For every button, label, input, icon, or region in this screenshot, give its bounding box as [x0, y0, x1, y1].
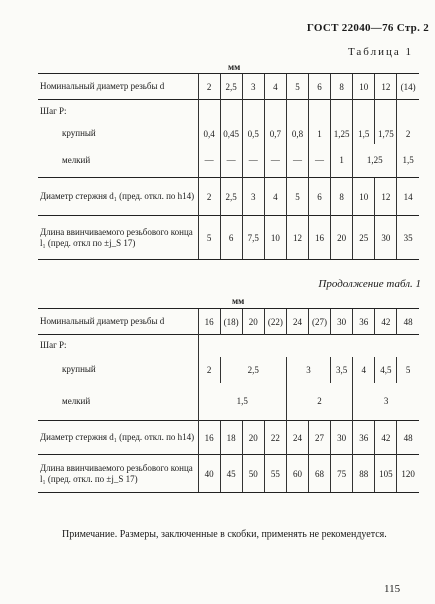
table-row	[38, 100, 419, 124]
coarse-pitch-cell: 2	[198, 357, 220, 383]
diameter-cell: 8	[331, 74, 353, 100]
table1-unit: мм	[228, 62, 241, 72]
row-label-pitch: Шаг P:	[38, 335, 198, 357]
coarse-pitch-cell: 3	[286, 357, 330, 383]
diameter-cell: 10	[353, 74, 375, 100]
shank-cell: 42	[375, 421, 397, 455]
table2-unit: мм	[232, 296, 245, 306]
fine-pitch-cell: —	[198, 144, 220, 178]
shank-cell: 5	[286, 178, 308, 216]
diameter-cell: (18)	[220, 309, 242, 335]
row-label-shank: Диаметр стержня d₁ (пред. откл. по h14)	[38, 178, 198, 216]
table-row	[38, 455, 419, 493]
diameter-cell: 24	[286, 309, 308, 335]
diameter-cell: 36	[353, 309, 375, 335]
shank-cell: 2	[198, 178, 220, 216]
empty-cell	[353, 100, 375, 124]
table-row	[38, 74, 419, 100]
table-row	[38, 421, 419, 455]
empty-cell	[220, 100, 242, 124]
row-label-nominal: Номинальный диаметр резьбы d	[38, 309, 198, 335]
length-cell: 55	[264, 455, 286, 493]
fine-pitch-cell: —	[286, 144, 308, 178]
length-cell: 12	[286, 216, 308, 260]
diameter-cell: 12	[375, 74, 397, 100]
continuation-title: Продолжение табл. 1	[318, 278, 421, 290]
diameter-cell: 48	[397, 309, 419, 335]
coarse-pitch-cell: 3,5	[331, 357, 353, 383]
diameter-cell: 6	[308, 74, 330, 100]
length-cell: 30	[375, 216, 397, 260]
shank-cell: 2,5	[220, 178, 242, 216]
length-cell: 35	[397, 216, 419, 260]
length-cell: 6	[220, 216, 242, 260]
fine-pitch-cell: —	[220, 144, 242, 178]
length-cell: 25	[353, 216, 375, 260]
table-1	[38, 73, 419, 260]
table-row	[38, 357, 419, 383]
empty-cell	[308, 100, 330, 124]
coarse-pitch-cell: 0,45	[220, 124, 242, 144]
fine-pitch-cell: —	[264, 144, 286, 178]
fine-pitch-cell: 1,5	[198, 383, 286, 421]
length-cell: 16	[308, 216, 330, 260]
row-label-fine: мелкий	[62, 395, 91, 406]
note-text: Примечание. Размеры, заключенные в скобки, применять не рекомендуется.	[62, 529, 387, 540]
diameter-cell: 30	[331, 309, 353, 335]
length-cell: 7,5	[242, 216, 264, 260]
row-label-length: Длина ввинчиваемого резьбового конца l₁ (пред. откл по ±j_S 17)	[38, 216, 198, 260]
coarse-pitch-cell: 2,5	[220, 357, 286, 383]
length-cell: 5	[198, 216, 220, 260]
shank-cell: 12	[375, 178, 397, 216]
table-row	[38, 309, 419, 335]
empty-cell	[397, 100, 419, 124]
table-row	[38, 144, 419, 178]
shank-cell: 18	[220, 421, 242, 455]
diameter-cell: 4	[264, 74, 286, 100]
length-cell: 10	[264, 216, 286, 260]
row-label-pitch: Шаг P:	[38, 100, 198, 124]
length-cell: 45	[220, 455, 242, 493]
empty-cell	[198, 100, 220, 124]
diameter-cell: (14)	[397, 74, 419, 100]
length-cell: 50	[242, 455, 264, 493]
coarse-pitch-cell: 1,5	[353, 124, 375, 144]
empty-cell	[286, 100, 308, 124]
shank-cell: 27	[308, 421, 330, 455]
diameter-cell: 16	[198, 309, 220, 335]
coarse-pitch-cell: 5	[397, 357, 419, 383]
length-cell: 60	[286, 455, 308, 493]
length-cell: 105	[375, 455, 397, 493]
row-label-length: Длина ввинчиваемого резьбового конца l₁ (пред. откл. по ±j_S 17)	[38, 455, 198, 493]
shank-cell: 10	[353, 178, 375, 216]
page-number: 115	[384, 583, 401, 595]
coarse-pitch-cell: 0,5	[242, 124, 264, 144]
diameter-cell: 2,5	[220, 74, 242, 100]
diameter-cell: (22)	[264, 309, 286, 335]
row-label-nominal: Номинальный диаметр резьбы d	[38, 74, 198, 100]
length-cell: 68	[308, 455, 330, 493]
coarse-pitch-cell: 4,5	[375, 357, 397, 383]
coarse-pitch-cell: 1,75	[375, 124, 397, 144]
row-label-shank: Диаметр стержня d₁ (пред. откл. по h14)	[38, 421, 198, 455]
coarse-pitch-cell: 1,25	[331, 124, 353, 144]
shank-cell: 36	[353, 421, 375, 455]
table-row	[38, 335, 419, 357]
row-label-coarse: крупный	[62, 128, 96, 138]
length-cell: 75	[331, 455, 353, 493]
shank-cell: 6	[308, 178, 330, 216]
shank-cell: 30	[331, 421, 353, 455]
empty-cell	[375, 100, 397, 124]
coarse-pitch-cell: 0,8	[286, 124, 308, 144]
length-cell: 40	[198, 455, 220, 493]
shank-cell: 48	[397, 421, 419, 455]
table-row	[38, 216, 419, 260]
shank-cell: 8	[331, 178, 353, 216]
page-header: ГОСТ 22040—76 Стр. 2	[306, 22, 429, 34]
table-title: Таблица 1	[347, 46, 413, 58]
diameter-cell: 2	[198, 74, 220, 100]
fine-pitch-cell: 1,5	[397, 144, 419, 178]
diameter-cell: 42	[375, 309, 397, 335]
table-row	[38, 178, 419, 216]
fine-pitch-cell: 1,25	[353, 144, 397, 178]
fine-pitch-cell: —	[308, 144, 330, 178]
fine-pitch-cell: —	[242, 144, 264, 178]
length-cell: 88	[353, 455, 375, 493]
diameter-cell: 5	[286, 74, 308, 100]
shank-cell: 24	[286, 421, 308, 455]
fine-pitch-cell: 1	[331, 144, 353, 178]
length-cell: 20	[331, 216, 353, 260]
empty-cell	[331, 100, 353, 124]
empty-cell	[198, 335, 419, 357]
table-2	[38, 308, 419, 493]
length-cell: 120	[397, 455, 419, 493]
diameter-cell: 3	[242, 74, 264, 100]
coarse-pitch-cell: 0,7	[264, 124, 286, 144]
coarse-pitch-cell: 0,4	[198, 124, 220, 144]
row-label-fine: мелкий	[62, 154, 91, 165]
shank-cell: 3	[242, 178, 264, 216]
fine-pitch-cell: 3	[353, 383, 419, 421]
empty-cell	[242, 100, 264, 124]
coarse-pitch-cell: 1	[308, 124, 330, 144]
diameter-cell: 20	[242, 309, 264, 335]
coarse-pitch-cell: 4	[353, 357, 375, 383]
shank-cell: 4	[264, 178, 286, 216]
fine-pitch-cell: 2	[286, 383, 352, 421]
diameter-cell: (27)	[308, 309, 330, 335]
shank-cell: 22	[264, 421, 286, 455]
shank-cell: 20	[242, 421, 264, 455]
table-row	[38, 124, 419, 144]
shank-cell: 16	[198, 421, 220, 455]
table-row	[38, 383, 419, 421]
shank-cell: 14	[397, 178, 419, 216]
row-label-coarse: крупный	[62, 364, 96, 374]
empty-cell	[264, 100, 286, 124]
coarse-pitch-cell: 2	[397, 124, 419, 144]
